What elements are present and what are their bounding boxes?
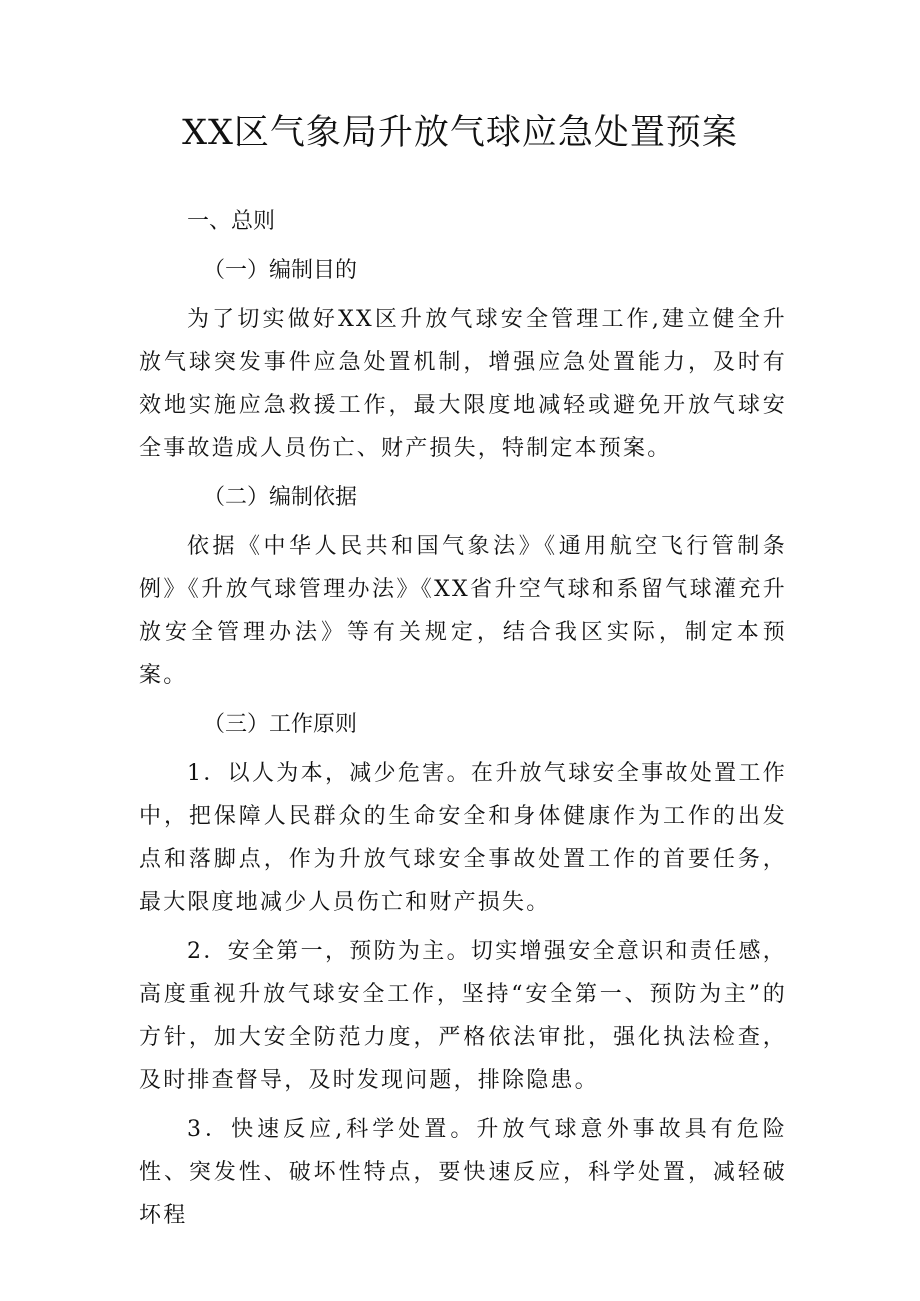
paragraph-basis: 依据《中华人民共和国气象法》《通用航空飞行管制条例》《升放气球管理办法》《XX省升空气球和系留气球灌充升放安全管理办法》等有关规定，结合我区实际，制定本预案。 [139, 534, 787, 688]
paragraph-principle-2: 2．安全第一，预防为主。切实增强安全意识和责任感，高度重视升放气球安全工作，坚持“安全第一、预防为主”的方针，加大安全防范力度，严格依法审批，强化执法检查，及时排查督导，及时发现问题，排除隐患。 [139, 939, 787, 1093]
subsection-heading-principles: （三）工作原则 [203, 712, 358, 737]
paragraph-principle-3: 3．快速反应,科学处置。升放气球意外事故具有危险性、突发性、破坏性特点，要快速反应，科学处置，减轻破坏程 [139, 1117, 787, 1228]
paragraph-purpose: 为了切实做好XX区升放气球安全管理工作,建立健全升放气球突发事件应急处置机制，增强应急处置能力，及时有效地实施应急救援工作，最大限度地减轻或避免开放气球安全事故造成人员伤亡、财产损失，特制定本预案。 [139, 307, 787, 461]
document-body [139, 200, 787, 1237]
subsection-heading-basis: （二）编制依据 [203, 485, 358, 510]
document-title: XX区气象局升放气球应急处置预案 [182, 113, 738, 153]
section-heading-general: 一、总则 [187, 209, 276, 234]
paragraph-principle-1: 1．以人为本，减少危害。在升放气球安全事故处置工作中，把保障人民群众的生命安全和身体健康作为工作的出发点和落脚点，作为升放气球安全事故处置工作的首要任务，最大限度地减少人员伤亡和财产损失。 [139, 761, 787, 915]
subsection-heading-purpose: （一）编制目的 [203, 258, 358, 283]
